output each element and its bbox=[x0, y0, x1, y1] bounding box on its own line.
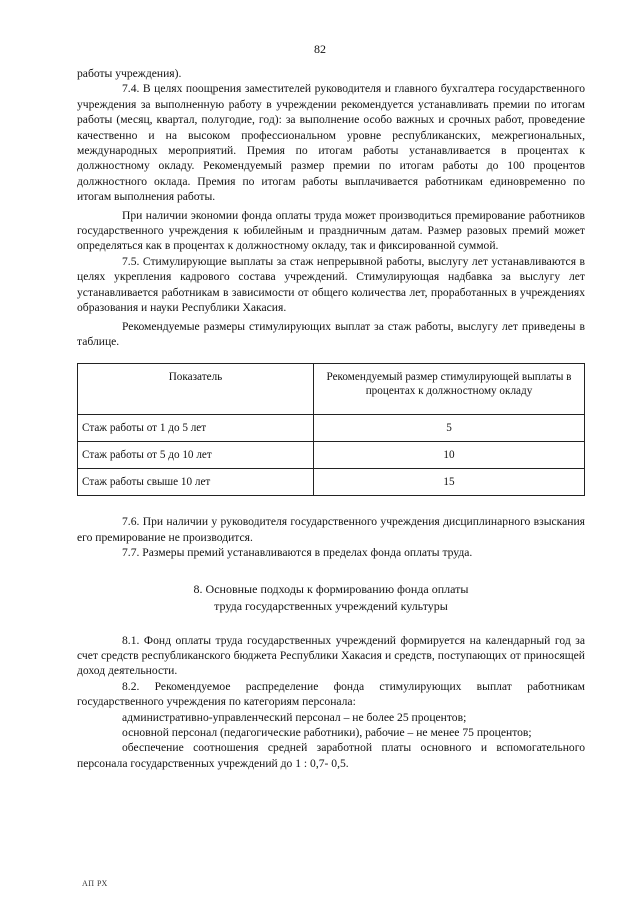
section-heading bbox=[77, 581, 585, 615]
paragraph-8-1: 8.1. Фонд оплаты труда государственных учреждений формируется на календарный год за счет средств республиканского бюджета Республики Хакасия и средств, поступающих от приносящей доход деятельности. bbox=[77, 633, 585, 678]
table-row bbox=[78, 469, 585, 496]
table-header-recommended-size: Рекомендуемый размер стимулирующей выплаты в процентах к должностному окладу bbox=[314, 364, 585, 415]
table-row bbox=[78, 415, 585, 442]
table-cell-percent: 10 bbox=[314, 442, 585, 469]
table-cell-percent: 5 bbox=[314, 415, 585, 442]
document-body bbox=[77, 66, 585, 771]
section-heading-line-2: труда государственных учреждений культуры bbox=[214, 598, 448, 613]
list-item: обеспечение соотношения средней заработной платы основного и вспомогательного персонала государственных учреждений до 1 : 0,7- 0,5. bbox=[77, 741, 585, 770]
paragraph-7-5: 7.5. Стимулирующие выплаты за стаж непрерывной работы, выслугу лет устанавливаются в целях укрепления кадрового состава учреждений. Стимулирующая надбавка за выслугу лет устанавливается работникам в зависимости от общего количества лет, проработанных в учреждениях образования и науки Республики Хакасия. bbox=[77, 254, 585, 315]
list-item: основной персонал (педагогические работники), рабочие – не менее 75 процентов; bbox=[122, 725, 532, 739]
paragraph-7-7: 7.7. Размеры премий устанавливаются в пределах фонда оплаты труда. bbox=[122, 546, 473, 560]
table-cell-indicator: Стаж работы от 5 до 10 лет bbox=[78, 442, 314, 469]
table-cell-percent: 15 bbox=[314, 469, 585, 496]
page-number: 82 bbox=[314, 42, 326, 56]
paragraph-8-2: 8.2. Рекомендуемое распределение фонда стимулирующих выплат работникам государственного учреждения по категориям персонала: bbox=[77, 679, 585, 709]
table-row bbox=[78, 442, 585, 469]
paragraph-continuation: работы учреждения). bbox=[77, 67, 182, 80]
paragraph-7-4: 7.4. В целях поощрения заместителей руководителя и главного бухгалтера государственного учреждения за выполненную работу в учреждении рекомендуется устанавливать премии по итогам работы (месяц, квартал, полугодие, год): за выполнение особо важных и срочных работ, проведение качественно и на высоком профессиональном уровне республиканских, межрегиональных, международных мероприятий. Премия по итогам работы устанавливается в процентах к должностному окладу. Рекомендуемый размер премии по итогам работы до 100 процентов должностного оклада. Премия по итогам работы выплачивается работникам единовременно по итогам выполнения работы. bbox=[77, 82, 585, 204]
paragraph-savings-bonus: При наличии экономии фонда оплаты труда может производиться премирование работников государственного учреждения к юбилейным и праздничным датам. Размер разовых премий может определяться как в процентах к должностному окладу, так и фиксированной суммой. bbox=[77, 208, 585, 253]
paragraph-table-intro: Рекомендуемые размеры стимулирующих выплат за стаж работы, выслугу лет приведены в таблице. bbox=[77, 319, 585, 348]
footer-code: АП РХ bbox=[82, 879, 108, 888]
list-item: административно-управленческий персонал – не более 25 процентов; bbox=[122, 710, 467, 724]
section-heading-line-1: 8. Основные подходы к формированию фонда оплаты bbox=[193, 581, 469, 596]
table-header-indicator: Показатель bbox=[78, 364, 314, 415]
table-header-row bbox=[78, 364, 585, 415]
table-cell-indicator: Стаж работы свыше 10 лет bbox=[78, 469, 314, 496]
seniority-bonus-table bbox=[77, 363, 585, 496]
table-cell-indicator: Стаж работы от 1 до 5 лет bbox=[78, 415, 314, 442]
paragraph-7-6: 7.6. При наличии у руководителя государственного учреждения дисциплинарного взыскания его премирование не производится. bbox=[77, 515, 585, 544]
